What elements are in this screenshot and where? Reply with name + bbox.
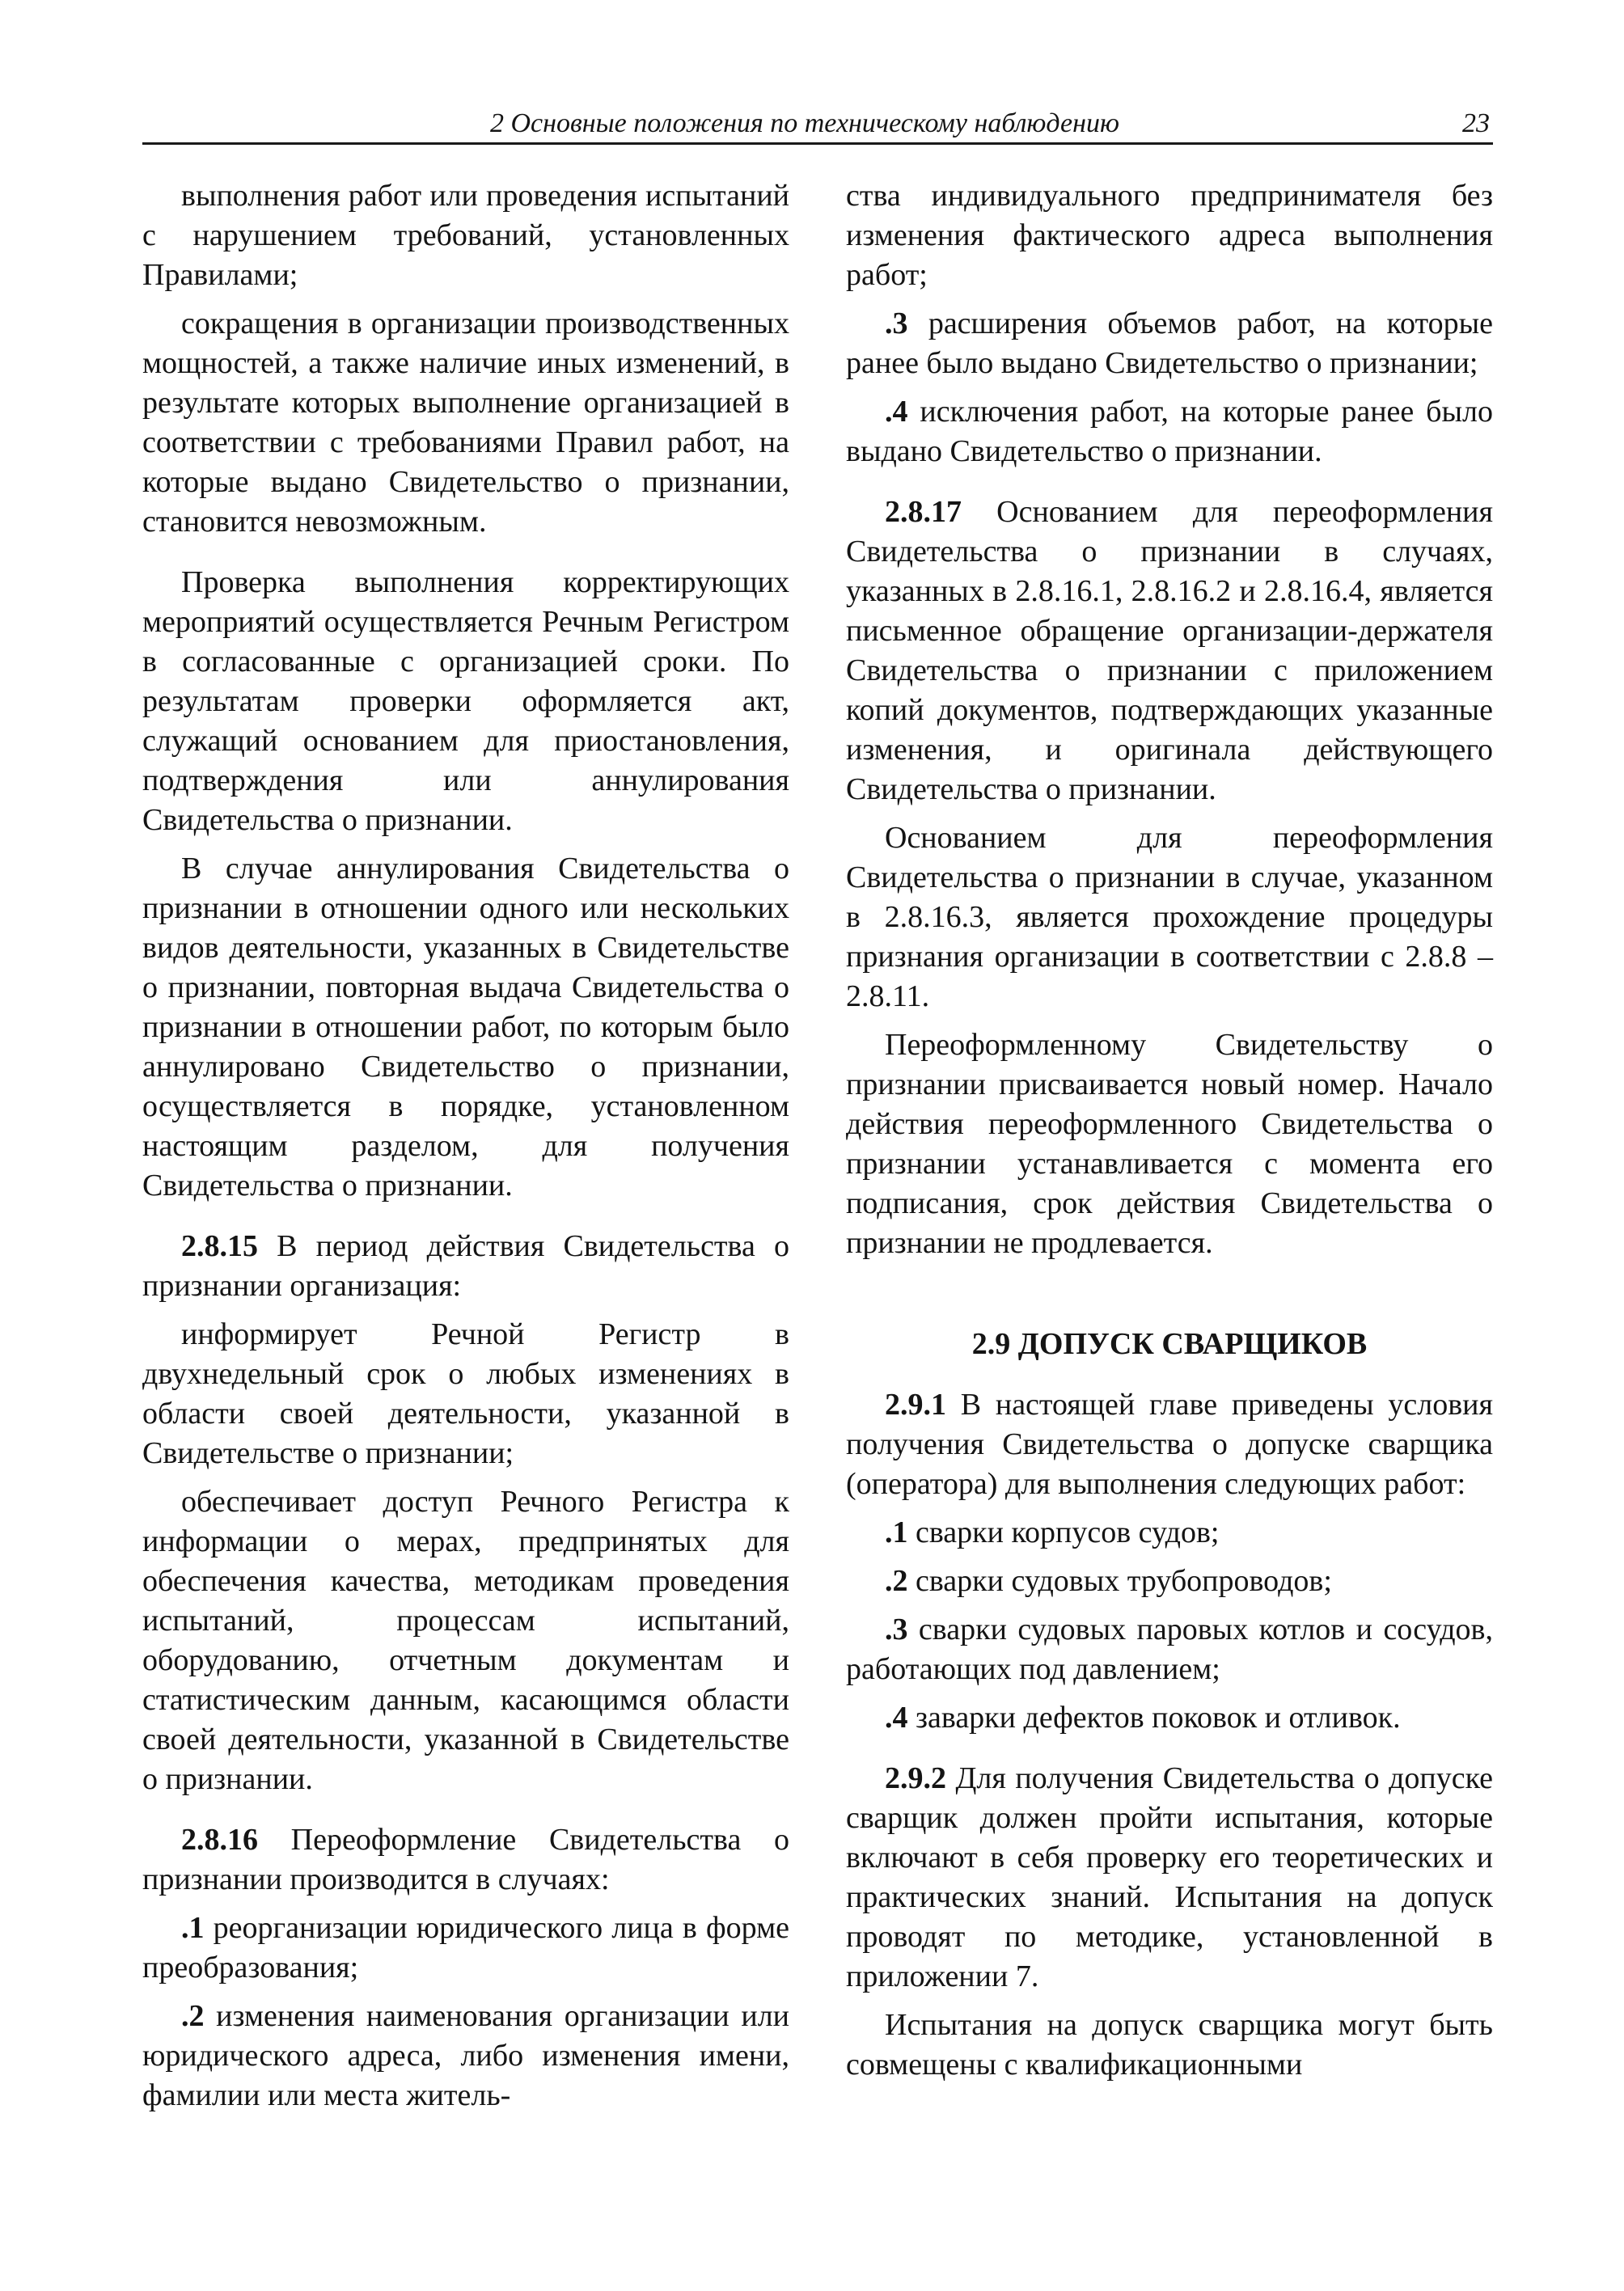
paragraph: Переоформленному Свидетельству о признании присваивается новый номер. Начало действия переоформленного Свидетельства о признании устанавливается с момента его подписания, срок действия Свидетельства о признании не продлевается. bbox=[846, 1028, 1493, 1260]
item-number: .1 bbox=[885, 1515, 908, 1549]
item-text: изменения наименования организации или юридического адреса, либо изменения имени, фамилии или места житель- bbox=[142, 1999, 789, 2112]
item-text: расширения объемов работ, на которые ранее было выдано Свидетельство о признании; bbox=[846, 306, 1493, 380]
paragraph: информирует Речной Регистр в двухнедельный срок о любых изменениях в области своей деятельности, указанной в Свидетельстве о признании; bbox=[142, 1317, 789, 1470]
right-column bbox=[846, 176, 1493, 2094]
item-number: .4 bbox=[885, 1701, 908, 1735]
item-number: .4 bbox=[885, 395, 908, 429]
clause-2-8-17 bbox=[846, 492, 1493, 809]
paragraph: обеспечивает доступ Речного Регистра к информации о мерах, предпринятых для обеспечения качества, методикам проведения испытаний, процессам испытаний, оборудованию, отчетным документам и статистическим данным, касающимся области своей деятельности, указанной в Свидетельстве о признании. bbox=[142, 1485, 789, 1796]
item-text: исключения работ, на которые ранее было выдано Свидетельство о признании. bbox=[846, 395, 1493, 468]
clause-number: 2.8.16 bbox=[181, 1823, 258, 1857]
paragraph: сокращения в организации производственных мощностей, а также наличие иных изменений, в результате которых выполнение организацией в соответствии с требованиями Правил работ, на которые выдано Свидетельство о признании, становится невозможным. bbox=[142, 306, 789, 539]
clause-text: В период действия Свидетельства о признании организация: bbox=[142, 1229, 789, 1303]
paragraph: Испытания на допуск сварщика могут быть совмещены с квалификационными bbox=[846, 2008, 1493, 2082]
clause-text: Основанием для переоформления Свидетельства о признании в случаях, указанных в 2.8.16.1, 2.8.16.2 и 2.8.16.4, является письменное обращение организации-держателя Свидетельства о признании с приложением копий документов, подтверждающих указанные изменения, и оригинала действующего Свидетельства о признании. bbox=[846, 495, 1493, 806]
clause-number: 2.9.2 bbox=[885, 1761, 946, 1795]
clause-2-8-15 bbox=[142, 1227, 789, 1306]
item-number: .1 bbox=[181, 1911, 205, 1945]
clause-number: 2.8.17 bbox=[885, 495, 962, 529]
clause-text: Для получения Свидетельства о допуске сварщик должен пройти испытания, которые включают в себя проверку его теоретических и практических знаний. Испытания на допуск проводят по методике, установленной в приложении 7. bbox=[846, 1761, 1493, 1993]
item-number: .3 bbox=[885, 306, 908, 340]
clause-text: Переоформление Свидетельства о признании производится в случаях: bbox=[142, 1823, 789, 1896]
paragraph: Основанием для переоформления Свидетельства о признании в случае, указанном в 2.8.16.3, является прохождение процедуры признания организации в соответствии с 2.8.8 – 2.8.11. bbox=[846, 821, 1493, 1013]
list-item bbox=[846, 1698, 1493, 1738]
page-number: 23 bbox=[1462, 108, 1490, 138]
left-column bbox=[142, 176, 789, 2124]
item-text: сварки судовых паровых котлов и сосудов, работающих под давлением; bbox=[846, 1613, 1493, 1686]
clause-2-9-2 bbox=[846, 1759, 1493, 1997]
section-title: 2.9 ДОПУСК СВАРЩИКОВ bbox=[971, 1327, 1368, 1361]
paragraph: выполнения работ или проведения испытаний с нарушением требований, установленных Правилами; bbox=[142, 179, 789, 292]
paragraph: В случае аннулирования Свидетельства о признании в отношении одного или нескольких видов деятельности, указанных в Свидетельстве о признании, повторная выдача Свидетельства о признании в отношении работ, по которым было аннулировано Свидетельство о признании, осуществляется в порядке, установленном настоящим разделом, для получения Свидетельства о признании. bbox=[142, 852, 789, 1203]
clause-number: 2.9.1 bbox=[885, 1388, 946, 1422]
item-text: реорганизации юридического лица в форме преобразования; bbox=[142, 1911, 789, 1985]
list-item bbox=[142, 1908, 789, 1988]
item-number: .2 bbox=[181, 1999, 205, 2033]
list-item bbox=[846, 304, 1493, 383]
running-title: 2 Основные положения по техническому наблюдению bbox=[490, 108, 1119, 138]
item-text: заварки дефектов поковок и отливок. bbox=[907, 1701, 1401, 1735]
list-item bbox=[846, 392, 1493, 471]
clause-2-9-1 bbox=[846, 1385, 1493, 1504]
list-item bbox=[142, 1997, 789, 2116]
clause-text: В настоящей главе приведены условия получения Свидетельства о допуске сварщика (оператора) для выполнения следующих работ: bbox=[846, 1388, 1493, 1501]
item-text: сварки корпусов судов; bbox=[907, 1515, 1220, 1549]
item-text: сварки судовых трубопроводов; bbox=[907, 1564, 1332, 1598]
item-number: .2 bbox=[885, 1564, 908, 1598]
list-item bbox=[846, 1610, 1493, 1689]
list-item bbox=[846, 1562, 1493, 1601]
item-number: .3 bbox=[885, 1613, 908, 1646]
clause-2-8-16 bbox=[142, 1820, 789, 1900]
paragraph: Проверка выполнения корректирующих мероприятий осуществляется Речным Регистром в согласованные с организацией сроки. По результатам проверки оформляется акт, служащий основанием для приостановления, подтверждения или аннулирования Свидетельства о признании. bbox=[142, 565, 789, 837]
list-item bbox=[846, 1513, 1493, 1553]
paragraph: ства индивидуального предпринимателя без изменения фактического адреса выполнения работ; bbox=[846, 179, 1493, 292]
clause-number: 2.8.15 bbox=[181, 1229, 258, 1263]
page-header bbox=[142, 104, 1493, 145]
